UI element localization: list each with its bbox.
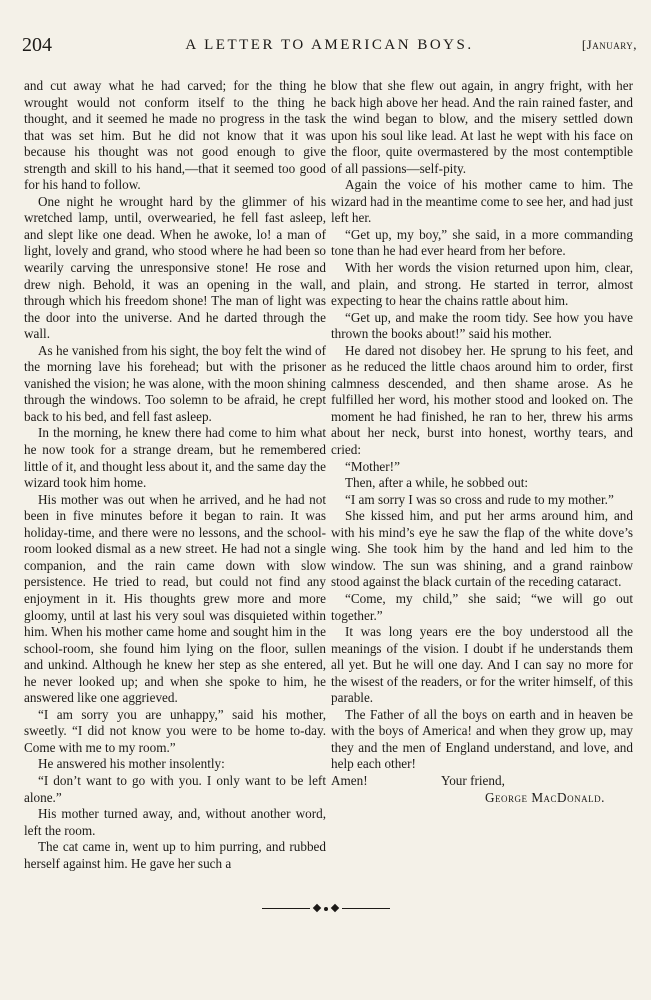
paragraph: In the morning, he knew there had come to him what he now took for a strange dream, but he remembered little of it, and thought less about it, and the same day the wizard took him home. — [24, 425, 326, 491]
paragraph: It was long years ere the boy understood all the meanings of the vision. I doubt if he understands them all yet. But he will one day. And I can say no more for the wisest of the readers, or for the writer himself, of this parable. — [331, 624, 633, 706]
closing-line — [331, 773, 633, 790]
paragraph: With her words the vision returned upon him, clear, and plain, and strong. He started in terror, almost expecting to hear the chains rattle about him. — [331, 260, 633, 309]
page-number: 204 — [22, 34, 52, 56]
paragraph: His mother turned away, and, without another word, left the room. — [24, 806, 326, 838]
paragraph: The Father of all the boys on earth and in heaven be with the boys of America! and when they grow up, may they and the men of England understand, and love, and help each other! — [331, 706, 633, 772]
ornament-diamond — [313, 904, 321, 912]
left-column — [24, 78, 326, 872]
issue-label: [January, — [581, 37, 637, 52]
paragraph: Then, after a while, he sobbed out: — [345, 475, 529, 491]
paragraph: He answered his mother insolently: — [38, 756, 225, 772]
paragraph: As he vanished from his sight, the boy felt the wind of the morning lave his forehead; but with the prisoner vanished the vision; he was alone, with the moon shining through the windows. Too solemn to be afraid, he crept back to his bed, and fell fast asleep. — [24, 342, 326, 424]
paragraph: He dared not disobey her. He sprung to his feet, and as he reduced the little chaos around him to order, first calmness descended, and then shame arose. As he fulfilled her word, his mother stood and looked on. The moment he had finished, he ran to her, threw his arms about her neck, burst into honest, worthy tears, and cried: — [331, 342, 633, 458]
paragraph: One night he wrought hard by the glimmer of his wretched lamp, until, overwearied, he fell fast asleep, and slept like one dead. When he awoke, lo! a man of light, lovely and grand, who stood where he had been so wearily carving the unresponsive stone! He rose and drew nigh. Behold, it was an opening in the wall, through which his freedom shone! The man of light was the door into the universe. And he darted through the wall. — [24, 193, 326, 342]
paragraph: “Come, my child,” she said; “we will go out together.” — [331, 590, 633, 623]
paragraph: “I am sorry I was so cross and rude to my mother.” — [345, 491, 614, 507]
paragraph: The cat came in, went up to him purring, and rubbed herself against him. He gave her such a — [24, 839, 326, 871]
ornament-rule-right — [342, 908, 390, 909]
paragraph: blow that she flew out again, in angry fright, with her back high above her head. And the rain rained faster, and the wind began to blow, and the misery settled down upon his soul like lead. At last he wept with his face on the floor, quite overmastered by the most contemptible of all passions—self-pity. — [331, 78, 633, 176]
author-signature: George MacDonald. — [485, 789, 605, 805]
end-ornament — [262, 904, 390, 914]
closing-amen: Amen! — [331, 772, 368, 788]
ornament-rule-left — [262, 908, 310, 909]
paragraph: “Get up, my boy,” she said, in a more commanding tone than he had ever heard from her before. — [331, 226, 633, 259]
ornament-diamond — [331, 904, 339, 912]
paragraph: Again the voice of his mother came to him. The wizard had in the meantime come to see her, and had just left her. — [331, 177, 633, 226]
valediction: Your friend, — [441, 772, 505, 788]
paragraph: His mother was out when he arrived, and he had not been in five minutes before it began to rain. It was holiday-time, and there were no lessons, and the school-room looked dismal as a new street. He had not a single companion, and the rain came down with slow persistence. He tried to read, but could not find any enjoyment in it. His thoughts grew more and more gloomy, until at last his very soul was disquieted within him. When his mother came home and sought him in the school-room, she found him lying on the floor, sullen and unkind. Although he knew her step as she entered, he never looked up; and when she spoke to him, he answered like one aggrieved. — [24, 491, 326, 706]
right-column — [331, 78, 633, 806]
paragraph: “Get up, and make the room tidy. See how you have thrown the books about!” said his mother. — [331, 309, 633, 342]
paragraph: “Mother!” — [345, 458, 400, 474]
running-title: A LETTER TO AMERICAN BOYS. — [185, 37, 474, 53]
paragraph: She kissed him, and put her arms around him, and with his mind’s eye he saw the flap of the white dove’s wing. She took him by the hand and led him to the window. The sun was shining, and a grand rainbow stood against the black curtain of the receding cataract. — [331, 508, 633, 590]
paragraph: “I am sorry you are unhappy,” said his mother, sweetly. “I did not know you were to be home to-day. Come with me to my room.” — [24, 706, 326, 755]
ornament-dot — [324, 907, 328, 911]
running-head — [22, 34, 637, 56]
paragraph: “I don’t want to go with you. I only want to be left alone.” — [24, 772, 326, 805]
paragraph: and cut away what he had carved; for the thing he wrought would not conform itself to the thing he thought, and it seemed he made no progress in the task that was set him. But he did not know that it was because his thought was not good enough to give strength and skill to his hand,—that it seemed too good for his hand to follow. — [24, 78, 326, 193]
